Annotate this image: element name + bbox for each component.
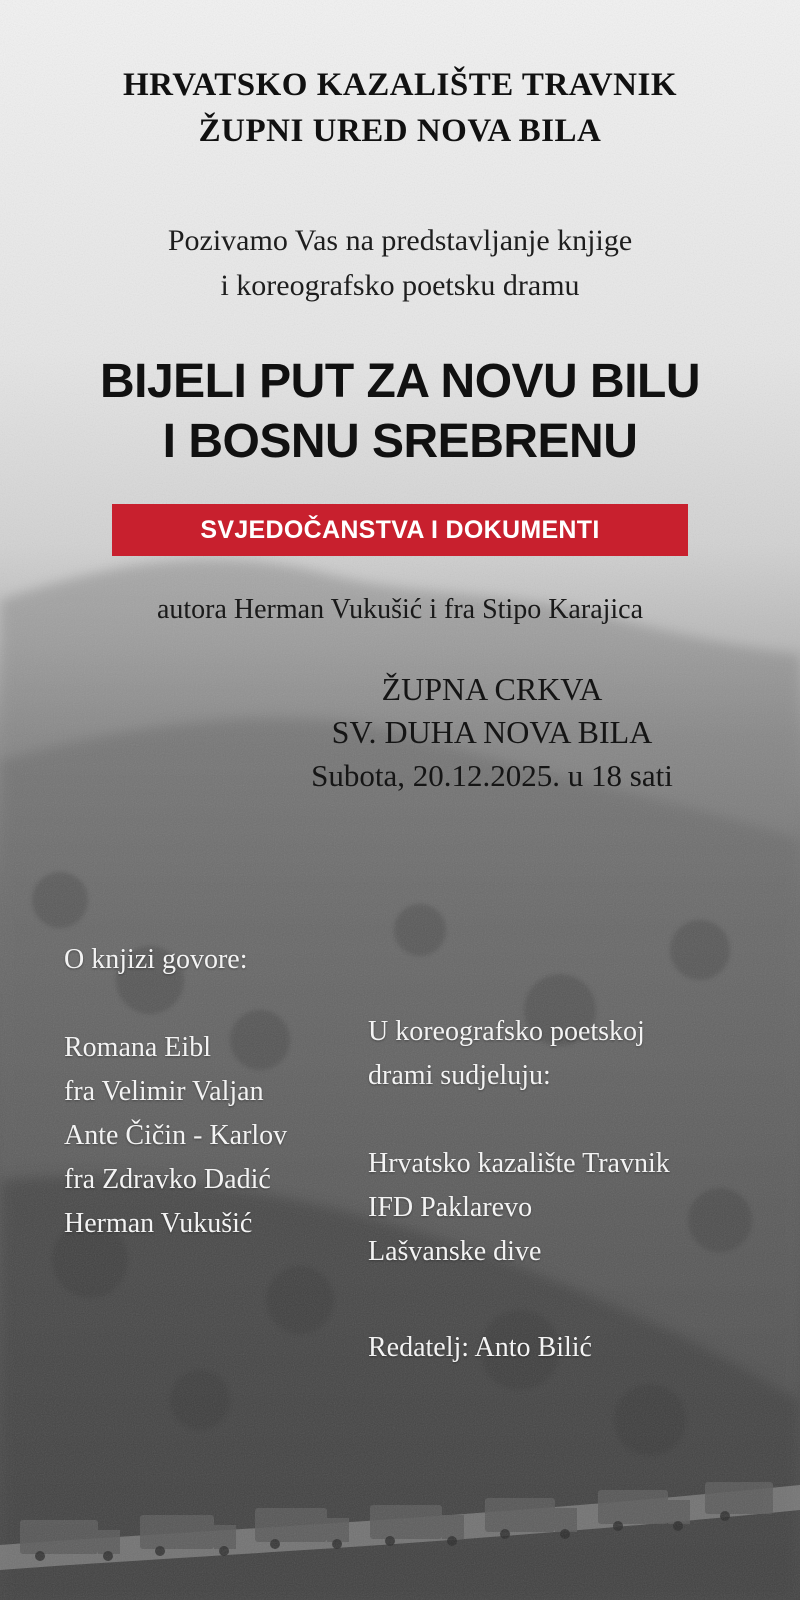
drama-group: IFD Paklarevo — [368, 1192, 533, 1223]
drama-group: Lašvanske dive — [368, 1236, 542, 1267]
invitation-line-2: i koreografsko poetsku dramu — [220, 269, 580, 302]
speaker-name: fra Velimir Valjan — [64, 1076, 264, 1107]
director-credit: Redatelj: Anto Bilić — [368, 1332, 592, 1363]
organizer-heading — [0, 62, 800, 154]
book-authors: autora Herman Vukušić i fra Stipo Karajica — [156, 594, 644, 625]
venue-block — [252, 668, 732, 797]
venue-line-2: SV. DUHA NOVA BILA — [331, 714, 653, 750]
drama-heading — [368, 1010, 645, 1098]
book-subtitle: SVJEDOČANSTVA I DOKUMENTI — [200, 515, 600, 544]
book-title — [0, 352, 800, 472]
invitation-line-1: Pozivamo Vas na predstavljanje knjige — [167, 224, 633, 257]
speaker-name: Romana Eibl — [64, 1032, 211, 1063]
book-title-line-2: I BOSNU SREBRENU — [162, 415, 638, 468]
venue-line-1: ŽUPNA CRKVA — [381, 671, 603, 707]
subtitle-banner — [112, 504, 688, 556]
invitation-text — [0, 218, 800, 308]
drama-group: Hrvatsko kazalište Travnik — [368, 1148, 670, 1179]
drama-heading-line-2: drami sudjeluju: — [368, 1060, 551, 1091]
speaker-name: Herman Vukušić — [64, 1208, 253, 1239]
book-title-line-1: BIJELI PUT ZA NOVU BILU — [99, 355, 701, 408]
organizer-line-1: HRVATSKO KAZALIŠTE TRAVNIK — [122, 67, 678, 103]
speaker-name: Ante Čičin - Karlov — [64, 1120, 288, 1151]
speakers-list — [64, 1026, 287, 1246]
drama-groups — [368, 1142, 670, 1274]
speakers-heading: O knjizi govore: — [64, 944, 248, 975]
organizer-line-2: ŽUPNI URED NOVA BILA — [198, 113, 602, 149]
speaker-name: fra Zdravko Dadić — [64, 1164, 271, 1195]
drama-heading-line-1: U koreografsko poetskoj — [368, 1016, 645, 1047]
event-date: Subota, 20.12.2025. u 18 sati — [311, 758, 673, 793]
